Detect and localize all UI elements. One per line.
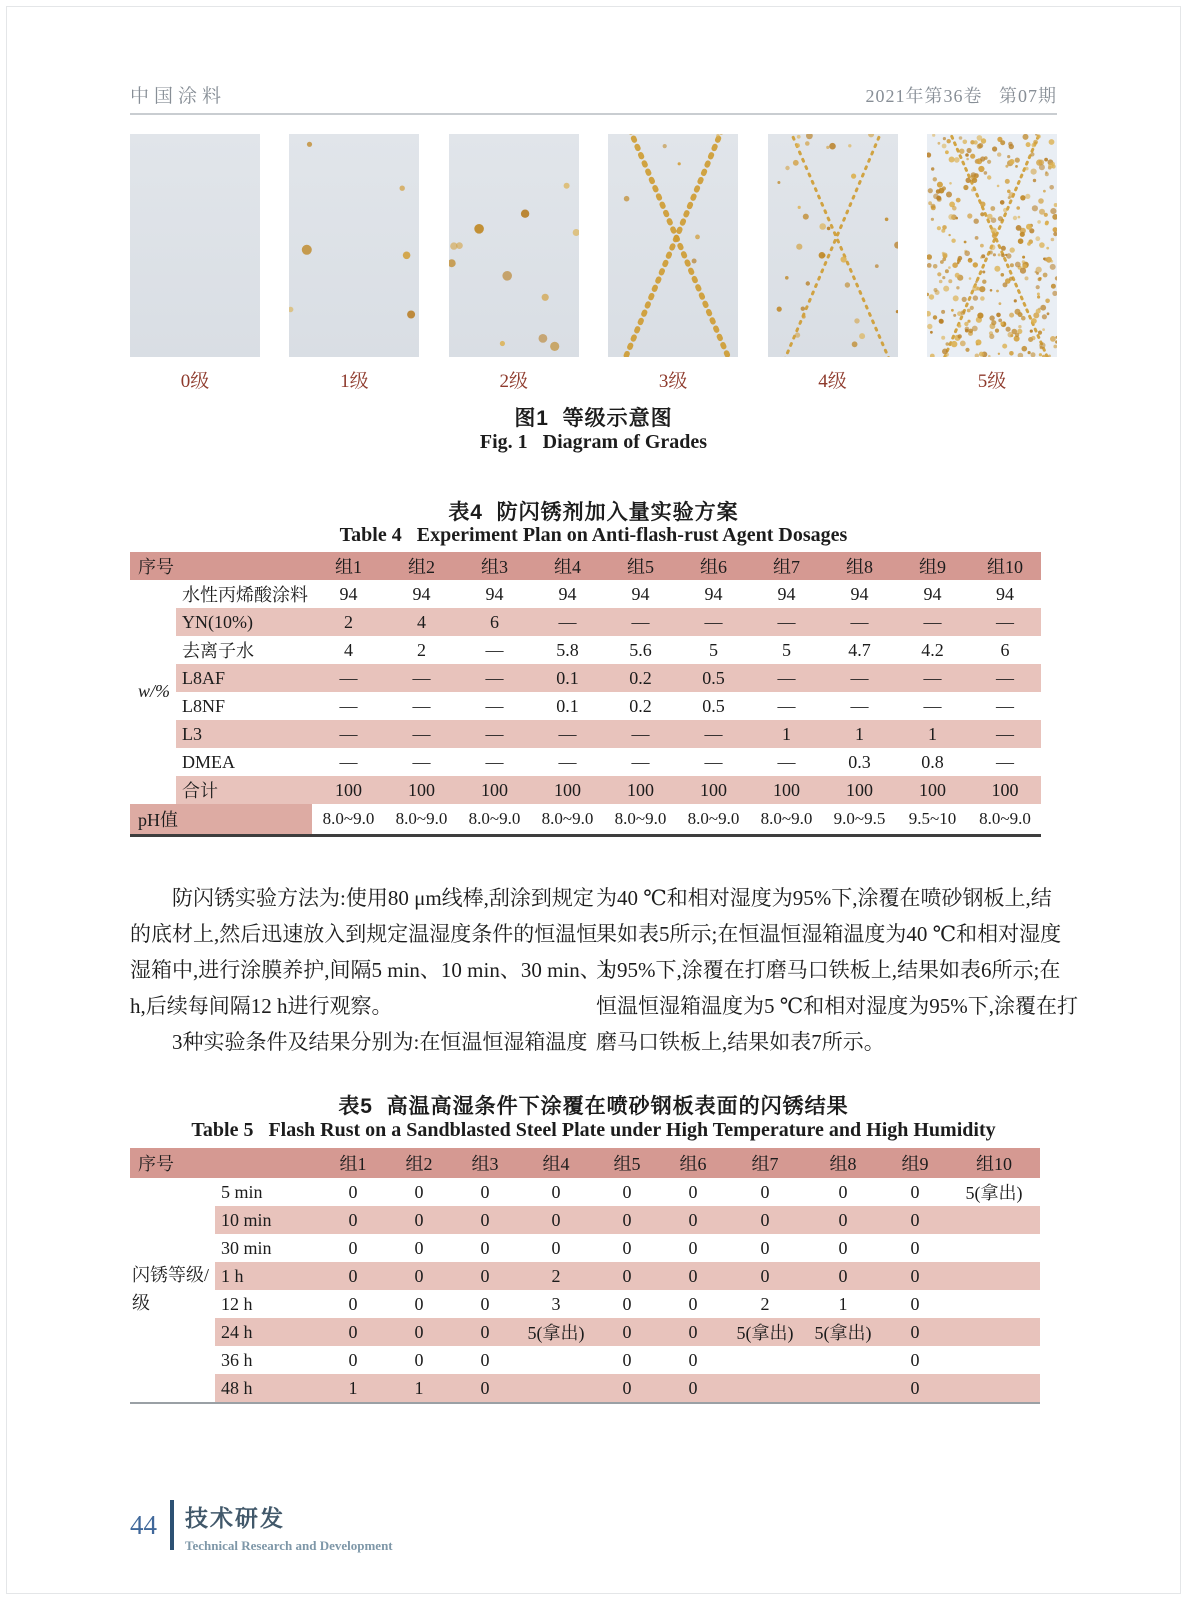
- value-cell: 0: [688, 1181, 698, 1202]
- value-cell: —: [312, 664, 385, 692]
- row-label: L3: [176, 720, 312, 748]
- value-cell: 0: [594, 1206, 660, 1234]
- value-cell: 94: [777, 583, 796, 604]
- value-cell: 1: [386, 1374, 452, 1403]
- value-cell: 0: [688, 1237, 698, 1258]
- value-cell: —: [631, 751, 650, 772]
- value-cell: 0: [882, 1374, 948, 1403]
- value-cell: 0: [882, 1318, 948, 1346]
- value-cell: —: [312, 720, 385, 748]
- value-cell: 0: [414, 1181, 424, 1202]
- value-cell: 0.5: [702, 695, 725, 716]
- value-cell: —: [485, 639, 504, 660]
- value-cell: 0.1: [556, 695, 579, 716]
- grade-label: 1级: [340, 371, 369, 392]
- value-cell: —: [896, 664, 969, 692]
- value-cell: [726, 1346, 804, 1374]
- value-cell: 0: [760, 1237, 770, 1258]
- running-head: [130, 74, 1057, 115]
- footer-section-zh: 技术研发: [185, 1505, 285, 1531]
- value-cell: 0: [480, 1181, 490, 1202]
- value-cell: 2: [312, 608, 385, 636]
- body-text-line: 恒温恒湿箱温度为5 ℃和相对湿度为95%下,涂覆在打: [596, 994, 1078, 1018]
- value-cell: 4: [344, 639, 353, 660]
- column-header: 组1: [312, 552, 385, 580]
- value-cell: 5(拿出): [804, 1318, 882, 1346]
- grade-item: [608, 134, 738, 393]
- figure-caption-en: Fig. 1 Diagram of Grades: [479, 431, 708, 453]
- value-cell: 100: [604, 776, 677, 804]
- value-cell: —: [385, 664, 458, 692]
- value-cell: 9.5~10: [896, 804, 969, 836]
- value-cell: 8.0~9.0: [969, 804, 1041, 836]
- value-cell: 0: [910, 1237, 920, 1258]
- column-header: 组5: [604, 552, 677, 580]
- column-header: 组8: [804, 1148, 882, 1178]
- value-cell: 0: [320, 1318, 386, 1346]
- value-cell: 6: [458, 608, 531, 636]
- value-cell: 2: [518, 1262, 594, 1290]
- row-group-label: w/%: [130, 580, 176, 804]
- page-number: 44: [130, 1509, 157, 1540]
- rust-pattern-svg: [608, 134, 738, 357]
- value-cell: 2: [417, 639, 426, 660]
- value-cell: 0: [480, 1349, 490, 1370]
- table4: [130, 552, 1041, 837]
- column-header: 组4: [531, 552, 604, 580]
- value-cell: 100: [750, 776, 823, 804]
- value-cell: 0: [386, 1206, 452, 1234]
- value-cell: 0: [348, 1349, 358, 1370]
- value-cell: —: [604, 720, 677, 748]
- table5: [130, 1148, 1040, 1404]
- value-cell: 8.0~9.0: [531, 804, 604, 836]
- value-cell: 0: [414, 1237, 424, 1258]
- value-cell: 8.0~9.0: [312, 804, 385, 836]
- value-cell: 0: [910, 1181, 920, 1202]
- row-label: 12 h: [221, 1293, 253, 1314]
- grade-image: [289, 134, 419, 357]
- value-cell: 0: [386, 1318, 452, 1346]
- value-cell: —: [896, 608, 969, 636]
- row-label: 去离子水: [182, 641, 254, 661]
- value-cell: —: [750, 664, 823, 692]
- value-cell: 1: [320, 1374, 386, 1403]
- value-cell: 100: [531, 776, 604, 804]
- value-cell: 5(拿出): [965, 1183, 1023, 1203]
- grade-label: 2级: [499, 371, 529, 392]
- column-header: 组10: [948, 1148, 1040, 1178]
- value-cell: 0: [594, 1262, 660, 1290]
- value-cell: 0: [882, 1206, 948, 1234]
- value-cell: 0: [452, 1206, 518, 1234]
- column-header: 组4: [518, 1148, 594, 1178]
- body-text-line: 果如表5所示;在恒温恒湿箱温度为40 ℃和相对湿度: [596, 922, 1062, 946]
- value-cell: 0: [660, 1374, 726, 1403]
- value-cell: 0: [348, 1237, 358, 1258]
- value-cell: 5.8: [556, 639, 579, 660]
- journal-title: 中国涂料: [130, 86, 227, 107]
- column-header: 组3: [452, 1148, 518, 1178]
- body-text-line: 为95%下,涂覆在打磨马口铁板上,结果如表6所示;在: [596, 958, 1061, 982]
- grade-label: 0级: [180, 371, 210, 392]
- grade-label: 5级: [977, 371, 1007, 392]
- value-cell: —: [850, 695, 869, 716]
- value-cell: 100: [312, 776, 385, 804]
- value-cell: 94: [996, 583, 1014, 604]
- body-text-line: 3种实验条件及结果分别为:在恒温恒湿箱温度: [172, 1030, 588, 1054]
- value-cell: —: [339, 751, 358, 772]
- body-text-line: 湿箱中,进行涂膜养护,间隔5 min、10 min、30 min、1: [130, 958, 612, 982]
- value-cell: 94: [558, 583, 577, 604]
- column-header: 组6: [660, 1148, 726, 1178]
- value-cell: 0.3: [848, 751, 871, 772]
- value-cell: 94: [923, 583, 942, 604]
- value-cell: 0: [660, 1318, 726, 1346]
- body-text-left-column: [130, 880, 612, 1060]
- body-text-line: 防闪锈实验方法为:使用80 μm线棒,刮涂到规定: [172, 886, 594, 910]
- value-cell: [948, 1374, 1040, 1403]
- value-cell: 0: [414, 1293, 424, 1314]
- value-cell: 0: [688, 1349, 698, 1370]
- value-cell: —: [969, 720, 1041, 748]
- value-cell: —: [412, 695, 431, 716]
- value-cell: [804, 1374, 882, 1403]
- value-cell: 2: [760, 1293, 770, 1314]
- value-cell: 0: [452, 1318, 518, 1346]
- row-label: 24 h: [215, 1318, 320, 1346]
- footer-divider-bar: [170, 1500, 174, 1550]
- value-cell: 1: [750, 720, 823, 748]
- value-cell: 5(拿出): [518, 1318, 594, 1346]
- value-cell: [948, 1234, 1040, 1262]
- value-cell: 0: [594, 1374, 660, 1403]
- column-header: 组2: [386, 1148, 452, 1178]
- grade-image: [768, 134, 898, 357]
- value-cell: [948, 1346, 1040, 1374]
- grade-label: 4级: [818, 371, 847, 392]
- value-cell: 94: [704, 583, 723, 604]
- value-cell: 8.0~9.0: [604, 804, 677, 836]
- value-cell: 5.6: [629, 639, 652, 660]
- value-cell: 8.0~9.0: [385, 804, 458, 836]
- value-cell: 1: [838, 1293, 848, 1314]
- table-corner-header: 序号: [130, 552, 312, 580]
- value-cell: 8.0~9.0: [677, 804, 750, 836]
- value-cell: —: [339, 695, 358, 716]
- row-label: L8AF: [176, 664, 312, 692]
- figure-grade-strip: [130, 134, 1057, 393]
- table4-title-en: Table 4 Experiment Plan on Anti-flash-rust Agent Dosages: [339, 524, 848, 546]
- column-header: 组9: [882, 1148, 948, 1178]
- value-cell: 3: [551, 1293, 561, 1314]
- table-corner-header: 序号: [130, 1148, 320, 1178]
- value-cell: —: [996, 751, 1014, 772]
- rust-pattern-svg: [449, 134, 579, 357]
- row-label: 36 h: [221, 1349, 253, 1370]
- value-cell: —: [677, 720, 750, 748]
- value-cell: —: [750, 608, 823, 636]
- value-cell: [948, 1206, 1040, 1234]
- value-cell: —: [777, 695, 796, 716]
- value-cell: 1: [823, 720, 896, 748]
- value-cell: [948, 1318, 1040, 1346]
- value-cell: 94: [339, 583, 358, 604]
- value-cell: 1: [896, 720, 969, 748]
- footer-section: [185, 1500, 393, 1553]
- row-label: DMEA: [182, 751, 235, 772]
- grade-item: [449, 134, 579, 393]
- body-text-line: 为40 ℃和相对湿度为95%下,涂覆在喷砂钢板上,结: [596, 886, 1052, 910]
- value-cell: 0: [688, 1293, 698, 1314]
- value-cell: 6: [1000, 639, 1010, 660]
- value-cell: 0: [726, 1262, 804, 1290]
- value-cell: 0: [910, 1349, 920, 1370]
- table4-title-zh: 表4 防闪锈剂加入量实验方案: [448, 501, 739, 524]
- column-header: 组10: [969, 552, 1041, 580]
- value-cell: 0: [551, 1237, 561, 1258]
- value-cell: [518, 1374, 594, 1403]
- grade-item: [289, 134, 419, 393]
- value-cell: 8.0~9.0: [458, 804, 531, 836]
- row-label: 水性丙烯酸涂料: [182, 585, 308, 605]
- value-cell: —: [969, 608, 1041, 636]
- value-cell: —: [777, 751, 796, 772]
- value-cell: 0: [480, 1237, 490, 1258]
- value-cell: —: [923, 695, 942, 716]
- footer-section-en: Technical Research and Development: [185, 1538, 393, 1553]
- value-cell: —: [485, 751, 504, 772]
- value-cell: [804, 1346, 882, 1374]
- value-cell: 0: [804, 1262, 882, 1290]
- value-cell: —: [385, 720, 458, 748]
- row-label: 30 min: [221, 1237, 272, 1258]
- value-cell: 9.0~9.5: [823, 804, 896, 836]
- value-cell: 0: [551, 1181, 561, 1202]
- issue-info: 2021年第36卷 第07期: [865, 86, 1057, 106]
- row-label: 1 h: [215, 1262, 320, 1290]
- column-header: 组1: [320, 1148, 386, 1178]
- rust-pattern-svg: [130, 134, 260, 357]
- value-cell: 0: [726, 1206, 804, 1234]
- value-cell: —: [458, 720, 531, 748]
- value-cell: 0: [320, 1206, 386, 1234]
- value-cell: —: [823, 664, 896, 692]
- row-label: pH值: [130, 804, 312, 836]
- value-cell: 0: [838, 1181, 848, 1202]
- row-label: L8NF: [182, 695, 226, 716]
- row-label: 10 min: [215, 1206, 320, 1234]
- value-cell: 0: [452, 1374, 518, 1403]
- value-cell: [518, 1346, 594, 1374]
- value-cell: 0: [480, 1293, 490, 1314]
- value-cell: 0: [348, 1181, 358, 1202]
- value-cell: 4.2: [921, 639, 944, 660]
- row-label: YN(10%): [176, 608, 312, 636]
- value-cell: 0.1: [531, 664, 604, 692]
- column-header: 组6: [677, 552, 750, 580]
- body-text-line: h,后续每间隔12 h进行观察。: [130, 994, 393, 1018]
- value-cell: —: [604, 608, 677, 636]
- column-header: 组7: [726, 1148, 804, 1178]
- page-footer: [130, 1500, 393, 1553]
- body-text-line: 的底材上,然后迅速放入到规定温湿度条件的恒温恒: [130, 922, 598, 946]
- grade-item: [130, 134, 260, 393]
- value-cell: 0: [660, 1206, 726, 1234]
- row-label: 合计: [176, 776, 312, 804]
- body-text-right-column: [596, 880, 1078, 1060]
- column-header: 组5: [594, 1148, 660, 1178]
- figure-caption-zh: 图1 等级示意图: [514, 407, 673, 430]
- value-cell: 0: [760, 1181, 770, 1202]
- column-header: 组2: [385, 552, 458, 580]
- value-cell: —: [458, 664, 531, 692]
- column-header: 组3: [458, 552, 531, 580]
- rust-pattern-svg: [768, 134, 898, 357]
- value-cell: 100: [823, 776, 896, 804]
- value-cell: 5: [782, 639, 791, 660]
- table5-title-zh: 表5 高温高湿条件下涂覆在喷砂钢板表面的闪锈结果: [338, 1095, 849, 1118]
- value-cell: 0: [518, 1206, 594, 1234]
- value-cell: 100: [385, 776, 458, 804]
- value-cell: [948, 1290, 1040, 1318]
- column-header: 组7: [750, 552, 823, 580]
- value-cell: 0.2: [629, 695, 652, 716]
- value-cell: —: [969, 664, 1041, 692]
- value-cell: 0: [838, 1237, 848, 1258]
- grade-image: [927, 134, 1057, 357]
- rust-pattern-svg: [927, 134, 1057, 357]
- value-cell: —: [558, 751, 577, 772]
- value-cell: —: [677, 608, 750, 636]
- value-cell: —: [704, 751, 723, 772]
- value-cell: 5(拿出): [726, 1318, 804, 1346]
- grade-image: [449, 134, 579, 357]
- value-cell: [726, 1374, 804, 1403]
- value-cell: 0: [452, 1262, 518, 1290]
- value-cell: 0: [622, 1349, 632, 1370]
- column-header: 组9: [896, 552, 969, 580]
- row-label: 5 min: [221, 1181, 263, 1202]
- value-cell: 0: [386, 1262, 452, 1290]
- value-cell: 0: [414, 1349, 424, 1370]
- grade-label: 3级: [658, 371, 688, 392]
- value-cell: 100: [677, 776, 750, 804]
- value-cell: 0: [594, 1318, 660, 1346]
- grade-image: [608, 134, 738, 357]
- value-cell: 0: [622, 1237, 632, 1258]
- value-cell: 94: [850, 583, 869, 604]
- value-cell: 0: [320, 1262, 386, 1290]
- value-cell: —: [996, 695, 1014, 716]
- value-cell: 4: [385, 608, 458, 636]
- value-cell: 0: [910, 1293, 920, 1314]
- value-cell: 94: [631, 583, 650, 604]
- row-label: 48 h: [215, 1374, 320, 1403]
- value-cell: —: [531, 608, 604, 636]
- row-group-label: 闪锈等级/级: [130, 1178, 215, 1403]
- value-cell: —: [531, 720, 604, 748]
- value-cell: 0: [622, 1293, 632, 1314]
- value-cell: —: [485, 695, 504, 716]
- grade-item: [927, 134, 1057, 393]
- value-cell: 0: [804, 1206, 882, 1234]
- value-cell: 94: [485, 583, 504, 604]
- value-cell: 100: [969, 776, 1041, 804]
- value-cell: [948, 1262, 1040, 1290]
- value-cell: 0: [348, 1293, 358, 1314]
- value-cell: 8.0~9.0: [750, 804, 823, 836]
- table5-title-en: Table 5 Flash Rust on a Sandblasted Steel Plate under High Temperature and High Humidity: [191, 1119, 996, 1141]
- rust-pattern-svg: [289, 134, 419, 357]
- value-cell: 0.2: [604, 664, 677, 692]
- value-cell: 4.7: [848, 639, 871, 660]
- value-cell: 5: [709, 639, 718, 660]
- value-cell: —: [412, 751, 431, 772]
- value-cell: —: [823, 608, 896, 636]
- value-cell: 0: [622, 1181, 632, 1202]
- value-cell: 100: [896, 776, 969, 804]
- column-header: 组8: [823, 552, 896, 580]
- grade-item: [768, 134, 898, 393]
- value-cell: 0.5: [677, 664, 750, 692]
- value-cell: 0.8: [921, 751, 944, 772]
- body-text-line: 磨马口铁板上,结果如表7所示。: [596, 1030, 885, 1054]
- value-cell: 100: [458, 776, 531, 804]
- grade-image: [130, 134, 260, 357]
- value-cell: 0: [660, 1262, 726, 1290]
- value-cell: 0: [882, 1262, 948, 1290]
- value-cell: 94: [412, 583, 431, 604]
